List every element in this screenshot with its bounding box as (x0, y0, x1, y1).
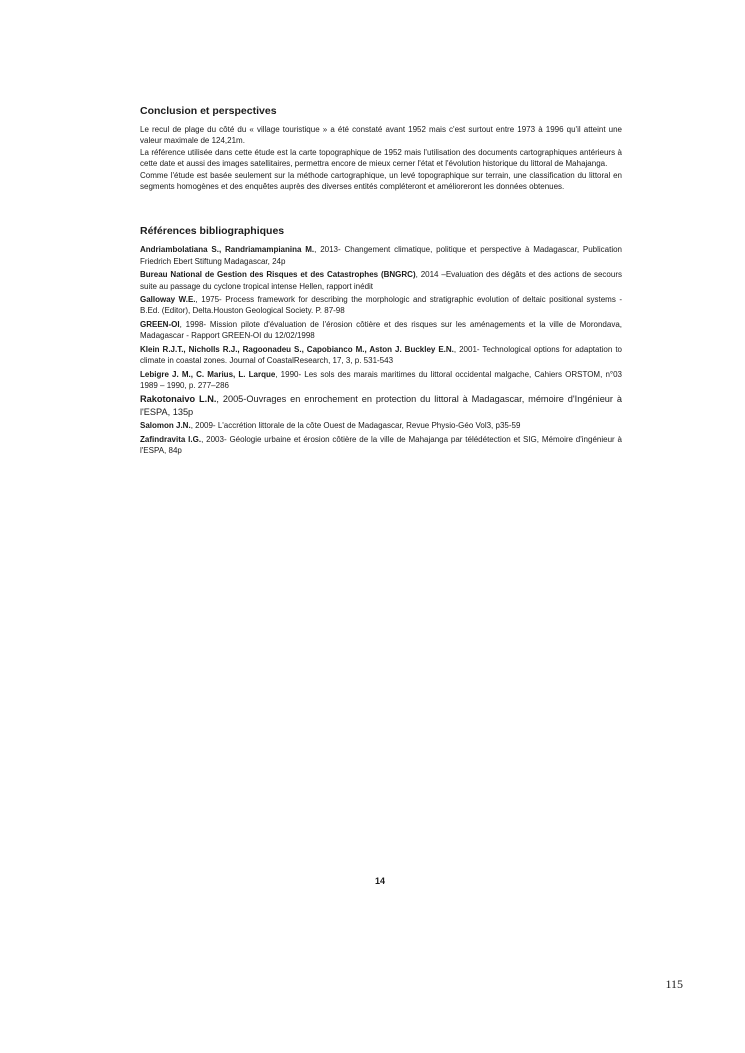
references-title: Références bibliographiques (140, 225, 285, 238)
reference-authors: Galloway W.E. (140, 295, 196, 305)
reference-authors: GREEN-OI (140, 319, 180, 329)
reference-text: , 2014 –Evaluation des dégâts et des actions de secours suite au passage du cyclone tropical intense Hellen, rapport inédit (140, 270, 622, 291)
reference-authors: Salomon J.N. (140, 421, 191, 431)
outer-page-number: 115 (665, 977, 683, 991)
reference-item (140, 319, 622, 342)
conclusion-title: Conclusion et perspectives (140, 105, 277, 117)
reference-authors: Zafindravita I.G. (140, 434, 202, 444)
reference-authors: Lebigre J. M., C. Marius, L. Larque (140, 369, 276, 379)
reference-item (140, 244, 622, 267)
reference-authors: Rakotonaivo L.N. (140, 394, 217, 405)
reference-text: , 1975- Process framework for describing the morphologic and stratigraphic evolution of deltaic positional systems - B.Ed. (Editor), Delta.Houston Geological Society. P. 87-98 (140, 295, 622, 316)
reference-text: , 1998- Mission pilote d'évaluation de l'érosion côtière et des risques sur les aménagements et la ville de Morondava, Madagascar - Rapport GREEN-OI du 12/02/1998 (140, 319, 622, 341)
reference-item (140, 344, 622, 367)
conclusion-paragraph-3: Comme l'étude est basée seulement sur la méthode cartographique, un levé topographique sur terrain, une classification du littoral en segments homogènes et des enquêtes auprès des diverses entités compléteront et amélioreront les données obtenues. (140, 170, 622, 192)
reference-item (140, 393, 622, 418)
inner-page-number: 14 (374, 876, 385, 886)
reference-authors: Andriambolatiana S., Randriamampianina M. (140, 245, 315, 255)
reference-text: , 2009- L'accrétion littorale de la côte Ouest de Madagascar, Revue Physio-Géo Vol3, p35-59 (190, 421, 521, 431)
conclusion-paragraph-1: Le recul de plage du côté du « village touristique » a été constaté avant 1952 mais c'est surtout entre 1973 à 1996 qu'il atteint une valeur maximale de 124,21m. (140, 125, 622, 146)
reference-item (140, 294, 622, 317)
reference-text: , 1990- Les sols des marais maritimes du littoral occidental malgache, Cahiers ORSTOM, n°03 1989 – 1990, p. 277–286 (140, 369, 622, 390)
conclusion-paragraph-2: La référence utilisée dans cette étude est la carte topographique de 1952 mais l'utilisation des documents cartographiques antérieurs à cette date et aussi des images satellitaires, permettra encore de mieux cerner l'état et l'évolution historique du littoral de Mahajanga. (140, 147, 622, 169)
reference-text: , 2003- Géologie urbaine et érosion côtière de la ville de Mahajanga par télédétection et SIG, Mémoire d'ingénieur à l'ESPA, 84p (140, 434, 622, 455)
reference-authors: Klein R.J.T., Nicholls R.J., Ragoonadeu S., Capobianco M., Aston J. Buckley E.N. (140, 344, 454, 354)
reference-item (140, 420, 622, 431)
reference-text: , 2013- Changement climatique, politique et perspective à Madagascar, Publication Friedrich Ebert Stiftung Madagascar, 24p (140, 245, 622, 266)
page-content (140, 104, 622, 458)
reference-item (140, 269, 622, 292)
reference-authors: Bureau National de Gestion des Risques et des Catastrophes (BNGRC) (140, 270, 416, 280)
reference-item (140, 434, 622, 457)
reference-item (140, 369, 622, 392)
reference-text: , 2005-Ouvrages en enrochement en protection du littoral à Madagascar, mémoire d'Ingénieur à l'ESPA, 135p (140, 394, 622, 417)
reference-text: , 2001- Technological options for adaptation to climate in coastal zones. Journal of CoastalResearch, 17, 3, p. 531-543 (140, 344, 622, 366)
